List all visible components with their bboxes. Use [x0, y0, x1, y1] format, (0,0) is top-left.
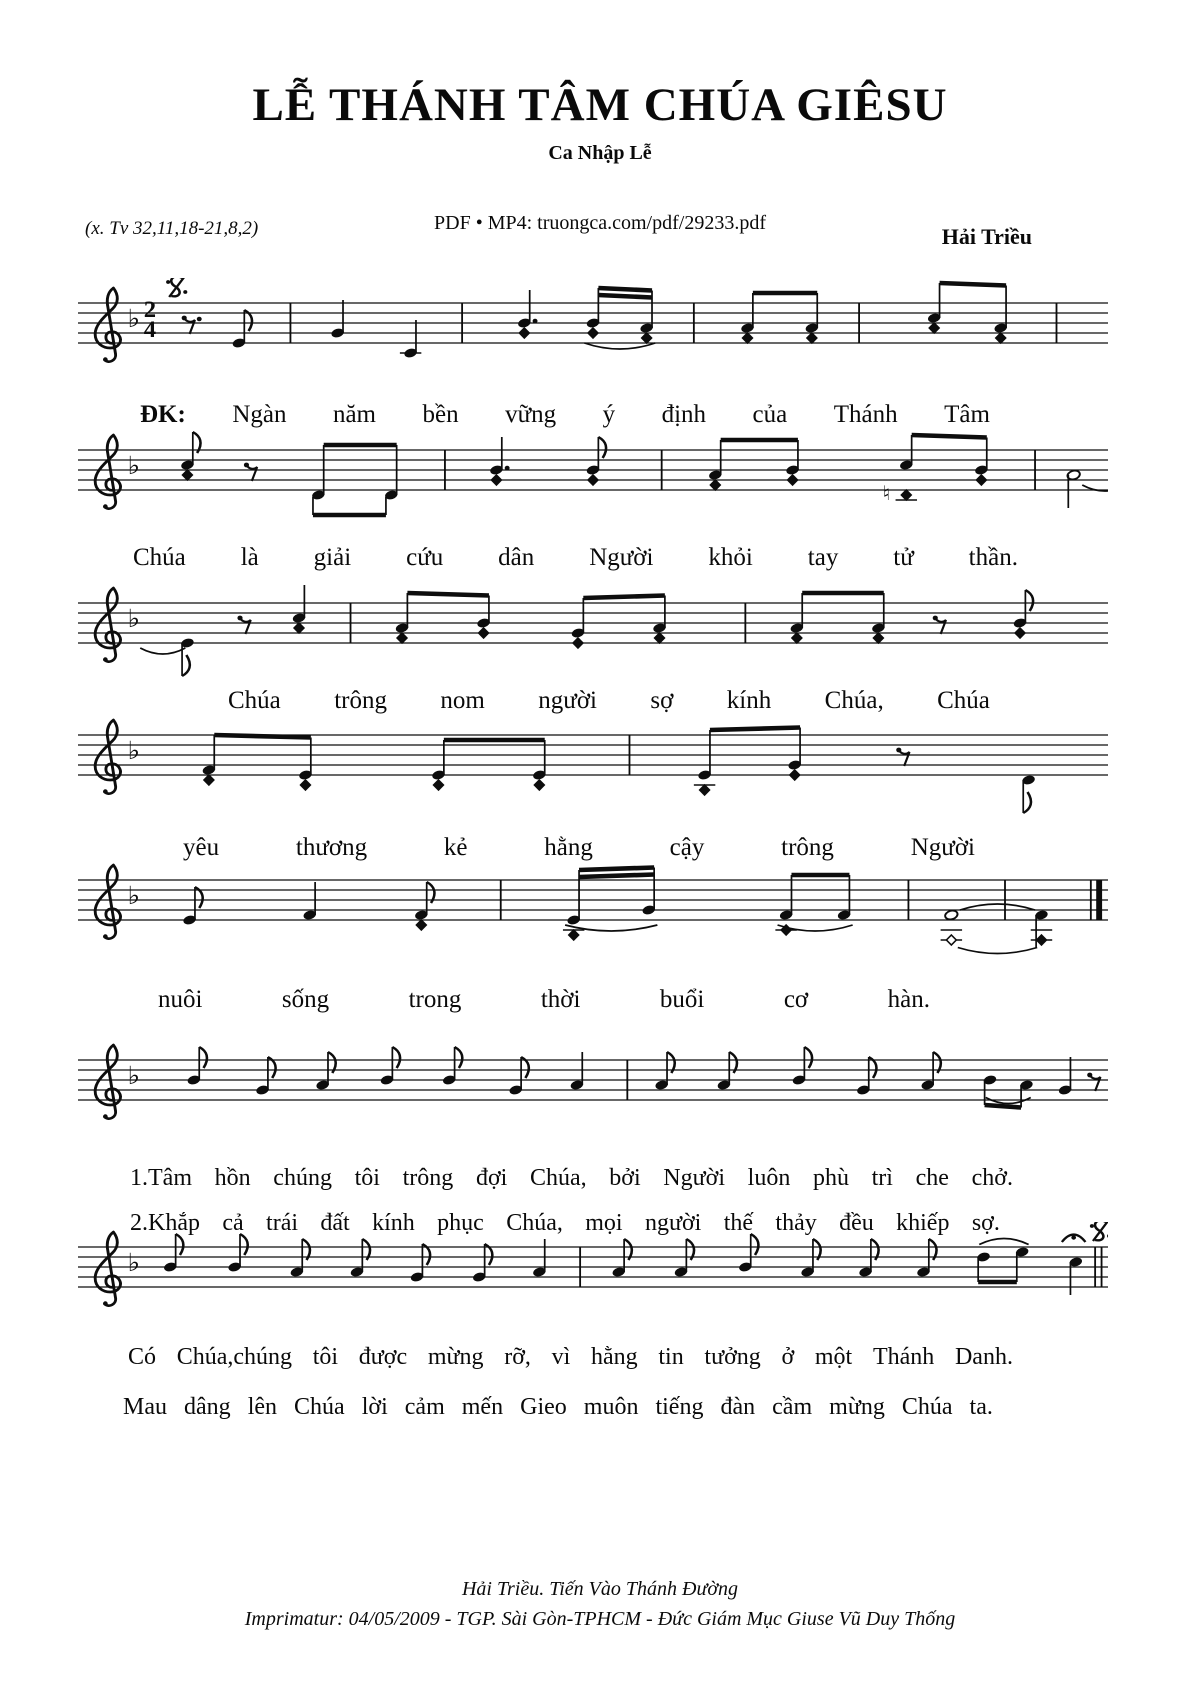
composer-name: Hải Triều: [941, 224, 1032, 249]
lyric-word: thương: [295, 834, 368, 861]
lyric-word: Gieo: [520, 1394, 567, 1420]
lyric-word: Chúa: [901, 1394, 953, 1420]
staff-1: [78, 278, 1108, 388]
lyric-word: nom: [440, 687, 485, 714]
svg-text:2: 2: [143, 297, 157, 323]
lyric-word: của: [752, 401, 788, 428]
footer-source: Hải Triều. Tiến Vào Thánh Đường: [461, 1578, 739, 1600]
lyric-word: phù: [812, 1165, 849, 1191]
lyric-word: tôi: [354, 1165, 380, 1191]
page-subtitle: Ca Nhập Lễ: [548, 142, 652, 164]
lyric-word: sợ: [650, 687, 674, 714]
lyric-word: Chúa: [228, 687, 281, 714]
svg-text:♭: ♭: [127, 736, 141, 766]
lyric-word: chở.: [971, 1165, 1013, 1191]
lyric-word: ta.: [969, 1394, 993, 1420]
lyric-word: trong: [408, 986, 462, 1013]
lyric-word: Ngàn: [232, 401, 287, 428]
lyric-word: dâng: [184, 1394, 231, 1420]
lyric-word: bởi: [609, 1165, 641, 1191]
staff-3: [78, 578, 1108, 688]
lyric-word: giải: [313, 544, 352, 571]
lyric-word: yêu: [183, 834, 220, 861]
staff-4: [78, 710, 1108, 820]
staff-5: [78, 855, 1108, 965]
lyric-word: lời: [361, 1394, 388, 1420]
lyric-word: muôn: [583, 1394, 639, 1420]
svg-text:4: 4: [143, 317, 157, 343]
lyric-word: mọi: [585, 1210, 623, 1236]
lyric-word: mừng: [427, 1344, 484, 1370]
svg-text:♭: ♭: [127, 304, 141, 334]
lyric-word: tưởng: [704, 1344, 761, 1370]
lyric-word: Người: [663, 1165, 725, 1191]
lyric-word: Chúa,: [506, 1210, 563, 1236]
lyric-word: lên: [247, 1394, 278, 1420]
lyric-word: ý: [602, 401, 616, 428]
lyric-word: Tâm: [944, 401, 990, 428]
lyric-word: rỡ,: [504, 1344, 531, 1370]
lyric-word: tiếng: [655, 1394, 704, 1420]
lyric-word: sợ.: [971, 1210, 1000, 1236]
footer-imprimatur: Imprimatur: 04/05/2009 - TGP. Sài Gòn-TPHCM - Đức Giám Mục Giuse Vũ Duy Thống: [244, 1608, 956, 1630]
lyric-word: Người: [910, 834, 975, 861]
svg-text:♭: ♭: [127, 604, 141, 634]
lyric-word: định: [661, 401, 707, 428]
lyric-word: Thánh: [833, 401, 898, 428]
lyrics-refrain-5: [78, 985, 1108, 1015]
lyric-word: một: [814, 1344, 853, 1370]
lyric-word: tôi: [312, 1344, 339, 1370]
lyric-word: Có: [128, 1344, 157, 1370]
lyric-word: trông: [334, 687, 387, 714]
svg-text:♭: ♭: [127, 881, 141, 911]
lyric-word: người: [538, 687, 597, 714]
lyric-word: bền: [422, 401, 459, 428]
staff-7: [78, 1222, 1108, 1332]
lyric-word: mến: [461, 1394, 504, 1420]
lyric-word: 1.Tâm: [130, 1165, 192, 1191]
lyric-word: cơ: [783, 986, 809, 1013]
lyric-word: tử: [893, 544, 914, 571]
lyric-word: thảy: [775, 1210, 817, 1236]
lyric-word: hàn.: [887, 986, 930, 1013]
lyric-word: Chúa: [937, 687, 990, 714]
lyric-word: vì: [551, 1344, 571, 1370]
lyric-word: che: [915, 1165, 949, 1191]
lyric-word: thời: [540, 986, 581, 1013]
lyric-word: Chúa: [294, 1394, 345, 1420]
lyric-word: Người: [589, 544, 654, 571]
lyric-word: tin: [658, 1344, 684, 1370]
lyric-word: hằng: [591, 1344, 638, 1370]
staff-6: [78, 1035, 1108, 1145]
lyrics-verse-1: [78, 1163, 1108, 1193]
lyric-word: tay: [807, 544, 839, 571]
lyric-word: hồn: [214, 1165, 251, 1191]
lyric-word: Chúa: [133, 544, 186, 571]
lyric-word: đều: [839, 1210, 874, 1236]
lyric-word: cầm: [772, 1394, 813, 1420]
page-title: LỄ THÁNH TÂM CHÚA GIÊSU: [252, 79, 948, 131]
svg-text:♭: ♭: [127, 451, 141, 481]
lyric-word: thần.: [968, 544, 1018, 571]
lyric-word: chúng: [273, 1165, 332, 1191]
lyric-word: vững: [505, 401, 557, 428]
svg-text:♮: ♮: [882, 481, 891, 505]
pdf-link[interactable]: PDF • MP4: truongca.com/pdf/29233.pdf: [434, 212, 766, 234]
lyric-word: Thánh: [872, 1344, 935, 1370]
lyric-word: cả: [222, 1210, 244, 1236]
lyric-word: luôn: [747, 1165, 791, 1191]
lyric-word: Chúa,: [529, 1165, 587, 1191]
svg-text:♭: ♭: [127, 1248, 141, 1278]
lyric-word: dân: [498, 544, 535, 571]
lyric-word: người: [644, 1210, 702, 1236]
lyric-word: là: [240, 544, 259, 571]
lyric-word: đất: [320, 1210, 350, 1236]
lyric-word: kính: [726, 687, 772, 714]
staff-2: [78, 425, 1108, 535]
lyric-word: trông: [402, 1165, 454, 1191]
lyric-word: thế: [723, 1210, 754, 1236]
lyric-word: được: [358, 1344, 408, 1370]
lyric-word: cảm: [404, 1394, 445, 1420]
lyric-word: khiếp: [896, 1210, 950, 1236]
lyric-word: 2.Khắp: [130, 1210, 200, 1236]
lyric-word: Danh.: [954, 1344, 1013, 1370]
lyric-word: sống: [281, 986, 330, 1013]
lyrics-verse-4: [78, 1392, 1108, 1422]
lyric-word: trông: [781, 834, 834, 861]
lyric-word: nuôi: [158, 986, 203, 1013]
lyric-word: Chúa,: [824, 687, 884, 714]
psalm-reference: (x. Tv 32,11,18-21,8,2): [85, 218, 259, 239]
lyric-word: kính: [372, 1210, 415, 1236]
lyric-word: Chúa,chúng: [176, 1344, 293, 1370]
lyric-word: năm: [332, 401, 376, 428]
lyric-word: đàn: [720, 1394, 756, 1420]
lyric-word: buổi: [659, 986, 705, 1013]
lyrics-refrain-2: [78, 543, 1108, 573]
lyric-word: cứu: [406, 544, 444, 571]
lyric-word: mừng: [829, 1394, 885, 1420]
lyric-word: ĐK:: [140, 401, 186, 428]
lyrics-verse-3: [78, 1342, 1108, 1372]
lyric-word: phục: [437, 1210, 484, 1236]
lyric-word: đợi: [475, 1165, 508, 1191]
lyric-word: cậy: [669, 834, 705, 861]
lyric-word: kẻ: [443, 834, 468, 861]
lyric-word: trì: [871, 1165, 893, 1191]
lyric-word: hằng: [544, 834, 593, 861]
svg-text:♭: ♭: [127, 1061, 141, 1091]
lyric-word: ở: [781, 1344, 795, 1370]
lyric-word: khỏi: [708, 544, 753, 571]
lyric-word: trái: [266, 1210, 299, 1236]
lyric-word: Mau: [123, 1394, 167, 1420]
